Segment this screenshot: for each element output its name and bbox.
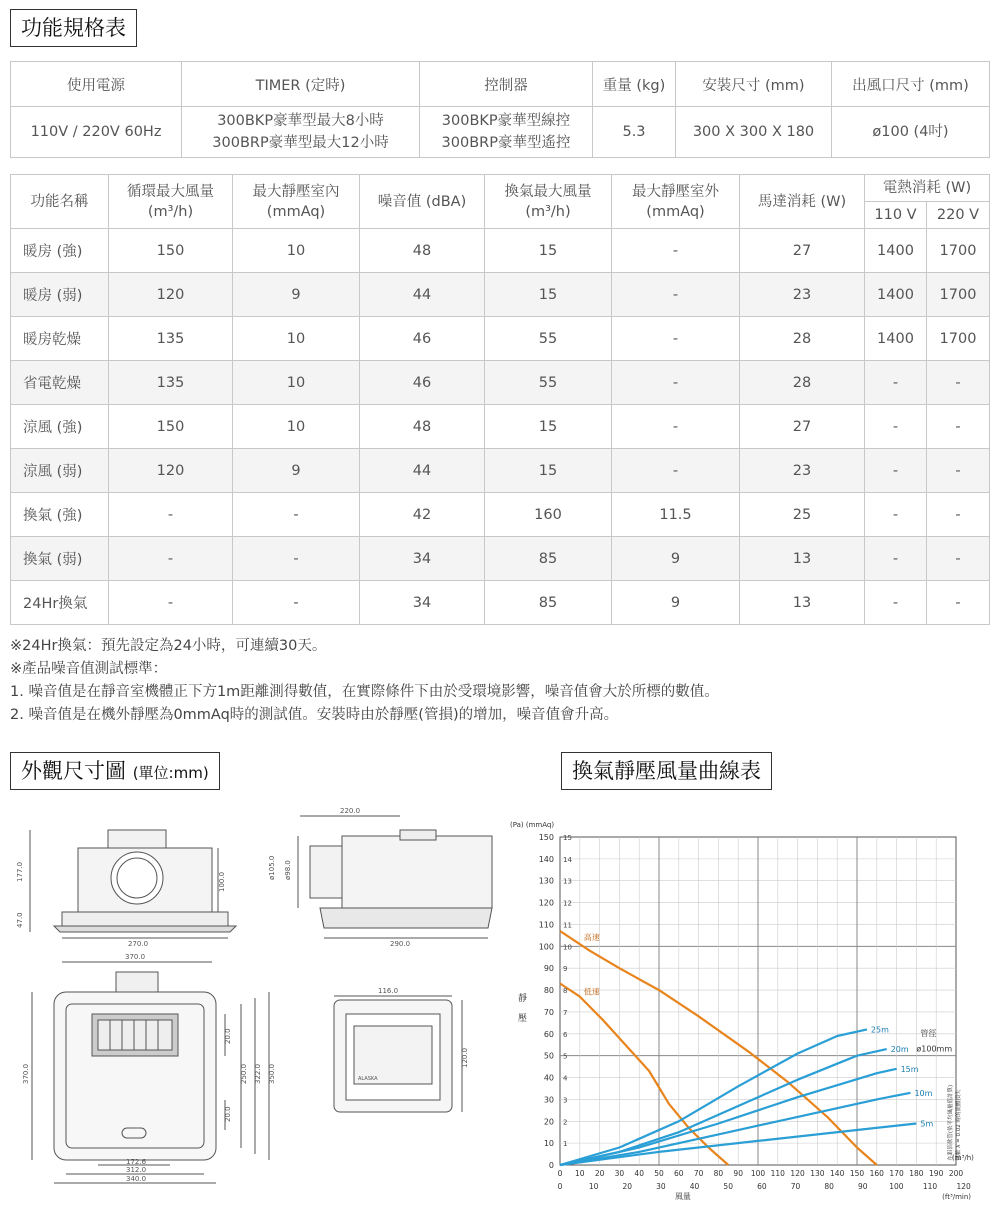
col-heater-power: 電熱消耗 (W)	[865, 175, 990, 202]
x-tick-cfm-label: 20	[622, 1182, 633, 1191]
y-tick-mm-label: 14	[563, 855, 572, 864]
cell-noise: 46	[360, 317, 485, 361]
weight-value: 5.3	[593, 107, 676, 158]
header-install-size: 安裝尺寸 (mm)	[676, 62, 832, 107]
cell-fn-name: 涼風 (強)	[11, 405, 109, 449]
table-row	[11, 229, 990, 273]
y-tick-label: 80	[543, 986, 554, 996]
x-tick-cfm-label: 70	[790, 1182, 801, 1191]
x-tick-label: 0	[557, 1169, 563, 1178]
dim-290: 290.0	[390, 940, 411, 948]
col-noise: 噪音值 (dBA)	[360, 175, 485, 229]
y-units-label: (Pa) (mmAq)	[510, 821, 555, 829]
table-row	[11, 273, 990, 317]
cell-circulation: 135	[109, 317, 233, 361]
cell-heat-220v: -	[927, 493, 990, 537]
cell-static-indoor: -	[233, 537, 360, 581]
install-size-value: 300 X 300 X 180	[676, 107, 832, 158]
side-view	[298, 816, 492, 938]
cell-static-indoor: 10	[233, 317, 360, 361]
cell-heat-110v: 1400	[865, 273, 927, 317]
static-pressure-curve-chart	[510, 815, 990, 1205]
cell-motor: 23	[740, 273, 865, 317]
dim-340: 340.0	[126, 1175, 147, 1183]
dim-116: 116.0	[378, 987, 399, 995]
header-controller: 控制器	[420, 62, 593, 107]
dim-20-a: 20.0	[224, 1028, 232, 1044]
note-1: 1. 噪音值是在靜音室機體正下方1m距離測得數值，在實際條件下由於受環境影響，噪音值會大於所標的數值。	[10, 684, 719, 700]
series-label-10m: 10m	[914, 1088, 933, 1098]
col-static-outdoor: 最大靜壓室外 (mmAq)	[612, 175, 740, 229]
x-tick-cfm-label: 80	[824, 1182, 834, 1191]
cell-static-outdoor: 11.5	[612, 493, 740, 537]
cell-heat-220v: 1700	[927, 229, 990, 273]
y-tick-label: 70	[543, 1007, 554, 1017]
pipe-label: 管徑	[920, 1028, 937, 1038]
spec-title: 功能規格表	[10, 9, 137, 47]
y-tick-label: 90	[543, 964, 554, 974]
cell-fn-name: 暖房 (弱)	[11, 273, 109, 317]
col-220v: 220 V	[927, 202, 990, 229]
cell-static-indoor: 10	[233, 229, 360, 273]
x-tick-label: 30	[614, 1169, 625, 1178]
table-row	[11, 537, 990, 581]
cell-static-indoor: 9	[233, 273, 360, 317]
x-tick-label: 130	[810, 1169, 825, 1178]
header-timer: TIMER (定時)	[182, 62, 420, 107]
cell-heat-110v: 1400	[865, 317, 927, 361]
x-tick-cfm-label: 50	[723, 1182, 733, 1191]
note-noise-standard: ※產品噪音值測試標準：	[10, 661, 168, 677]
y-tick-mm-label: 2	[563, 1118, 568, 1127]
cell-noise: 34	[360, 581, 485, 625]
cell-motor: 28	[740, 361, 865, 405]
table-row	[11, 361, 990, 405]
dim-105: ø105.0	[268, 855, 276, 880]
y-tick-label: 140	[538, 854, 554, 864]
dim-220: 220.0	[340, 807, 361, 815]
x-tick-cfm-label: 100	[889, 1182, 904, 1191]
x-tick-label: 10	[575, 1169, 585, 1178]
x-tick-label: 150	[849, 1169, 865, 1178]
cell-static-indoor: 10	[233, 361, 360, 405]
y-tick-label: 60	[543, 1029, 554, 1039]
y-tick-mm-label: 12	[563, 899, 572, 908]
col-circulation-flow: 循環最大風量 (m³/h)	[109, 175, 233, 229]
table-row	[11, 581, 990, 625]
cell-static-indoor: -	[233, 581, 360, 625]
cell-static-outdoor: -	[612, 317, 740, 361]
y-tick-mm-label: 11	[563, 921, 572, 930]
cell-exhaust: 15	[485, 449, 612, 493]
y-tick-label: 10	[543, 1139, 554, 1149]
timer-value: 300BKP豪華型最大8小時 300BRP豪華型最大12小時	[182, 107, 420, 158]
y-tick-mm-label: 13	[563, 877, 572, 886]
cell-motor: 13	[740, 537, 865, 581]
x-tick-label: 60	[674, 1169, 684, 1178]
cell-motor: 13	[740, 581, 865, 625]
power-value: 110V / 220V 60Hz	[11, 107, 182, 158]
curve-title: 換氣靜壓風量曲線表	[561, 752, 772, 790]
cell-circulation: -	[109, 537, 233, 581]
series-label-15m: 15m	[900, 1064, 919, 1074]
y-tick-label: 20	[543, 1117, 554, 1127]
cell-exhaust: 85	[485, 537, 612, 581]
dim-177: 177.0	[16, 861, 24, 882]
dim-270: 270.0	[128, 940, 149, 948]
y-axis-title: 壓	[518, 1014, 528, 1024]
cell-fn-name: 暖房乾燥	[11, 317, 109, 361]
y-tick-mm-label: 9	[563, 965, 568, 974]
y-tick-mm-label: 6	[563, 1030, 568, 1039]
dim-322: 322.0	[254, 1063, 262, 1084]
x-tick-label: 100	[750, 1169, 766, 1178]
notes	[10, 635, 719, 727]
cell-motor: 27	[740, 229, 865, 273]
note-24hr: ※24Hr換氣：預先設定為24小時，可連續30天。	[10, 638, 327, 654]
cell-heat-220v: -	[927, 449, 990, 493]
cell-motor: 28	[740, 317, 865, 361]
cell-fn-name: 涼風 (弱)	[11, 449, 109, 493]
cell-fn-name: 暖房 (強)	[11, 229, 109, 273]
x-tick-label: 160	[869, 1169, 884, 1178]
cell-circulation: 150	[109, 405, 233, 449]
cell-circulation: -	[109, 581, 233, 625]
cell-noise: 42	[360, 493, 485, 537]
col-motor-power: 馬達消耗 (W)	[740, 175, 865, 229]
x-tick-cfm-label: 90	[857, 1182, 868, 1191]
cell-exhaust: 15	[485, 229, 612, 273]
dim-100: 100.0	[218, 871, 226, 892]
y-axis-title: 靜	[518, 994, 528, 1004]
series-label-5m: 5m	[920, 1119, 934, 1129]
x-tick-label: 80	[713, 1169, 724, 1178]
cell-circulation: 150	[109, 229, 233, 273]
cell-static-outdoor: -	[612, 229, 740, 273]
cell-static-outdoor: 9	[612, 537, 740, 581]
col-110v: 110 V	[865, 202, 927, 229]
cell-circulation: 120	[109, 449, 233, 493]
cell-heat-110v: 1400	[865, 229, 927, 273]
cell-noise: 44	[360, 273, 485, 317]
col-exhaust-flow: 換氣最大風量 (m³/h)	[485, 175, 612, 229]
x-tick-label: 40	[634, 1169, 644, 1178]
y-tick-label: 50	[543, 1051, 554, 1061]
y-tick-mm-label: 5	[563, 1052, 568, 1061]
x-tick-label: 70	[693, 1169, 704, 1178]
cell-heat-220v: 1700	[927, 273, 990, 317]
col-function-name: 功能名稱	[11, 175, 109, 229]
controller-value: 300BKP豪華型線控 300BRP豪華型遙控	[420, 107, 593, 158]
series-label-高速: 高速	[583, 932, 600, 942]
x-unit-m3h: (m³/h)	[952, 1154, 974, 1162]
dimension-title: 外觀尺寸圖 (單位:mm)	[10, 752, 220, 790]
cell-heat-220v: -	[927, 405, 990, 449]
dim-370-top: 370.0	[125, 953, 146, 961]
x-tick-label: 180	[909, 1169, 924, 1178]
cell-fn-name: 24Hr換氣	[11, 581, 109, 625]
cell-static-indoor: -	[233, 493, 360, 537]
y-tick-mm-label: 15	[563, 834, 572, 842]
controller-brand: ALASKA	[358, 1076, 378, 1082]
dim-250: 250.0	[240, 1063, 248, 1084]
cell-noise: 46	[360, 361, 485, 405]
y-tick-label: 0	[548, 1161, 554, 1170]
cell-static-outdoor: -	[612, 449, 740, 493]
series-label-25m: 25m	[870, 1025, 889, 1035]
x-tick-cfm-label: 10	[588, 1182, 599, 1191]
y-tick-mm-label: 8	[563, 987, 568, 996]
cell-noise: 44	[360, 449, 485, 493]
y-tick-mm-label: 7	[563, 1008, 568, 1017]
dim-370-left: 370.0	[22, 1063, 30, 1084]
cell-noise: 48	[360, 229, 485, 273]
cell-fn-name: 換氣 (弱)	[11, 537, 109, 581]
pipe-note-2: 係數 λ = 0.02 時的流體損失	[956, 1089, 962, 1161]
cell-heat-110v: -	[865, 405, 927, 449]
y-tick-mm-label: 3	[563, 1096, 568, 1105]
cell-exhaust: 85	[485, 581, 612, 625]
dim-172-6: 172.6	[126, 1158, 147, 1166]
cell-fn-name: 換氣 (強)	[11, 493, 109, 537]
cell-exhaust: 55	[485, 317, 612, 361]
cell-static-outdoor: -	[612, 405, 740, 449]
header-weight: 重量 (kg)	[593, 62, 676, 107]
x-axis-title: 風量	[674, 1192, 691, 1201]
x-tick-cfm-label: 30	[656, 1182, 666, 1191]
cell-fn-name: 省電乾燥	[11, 361, 109, 405]
chart-grid	[560, 837, 956, 1165]
y-tick-label: 130	[538, 876, 554, 886]
cell-heat-110v: -	[865, 493, 927, 537]
spec-summary-table	[10, 61, 990, 158]
cell-heat-220v: -	[927, 537, 990, 581]
x-tick-label: 140	[830, 1169, 845, 1178]
x-tick-cfm-label: 120	[956, 1182, 971, 1191]
table-row	[11, 405, 990, 449]
x-tick-label: 200	[948, 1169, 964, 1178]
front-view	[30, 830, 236, 938]
cell-circulation: -	[109, 493, 233, 537]
cell-noise: 48	[360, 405, 485, 449]
table-row	[11, 493, 990, 537]
cell-motor: 27	[740, 405, 865, 449]
pipe-size: ø100mm	[916, 1044, 953, 1054]
cell-heat-110v: -	[865, 537, 927, 581]
table-row	[11, 449, 990, 493]
cell-circulation: 135	[109, 361, 233, 405]
table-row	[11, 317, 990, 361]
x-unit-cfm: (ft³/min)	[942, 1193, 972, 1201]
cell-heat-220v: 1700	[927, 317, 990, 361]
cell-exhaust: 55	[485, 361, 612, 405]
y-tick-label: 120	[538, 898, 554, 908]
series-label-20m: 20m	[890, 1045, 909, 1055]
cell-static-indoor: 9	[233, 449, 360, 493]
x-tick-label: 90	[733, 1169, 743, 1178]
cell-static-indoor: 10	[233, 405, 360, 449]
x-tick-label: 170	[889, 1169, 904, 1178]
y-tick-label: 150	[538, 833, 554, 842]
x-tick-label: 190	[929, 1169, 944, 1178]
x-tick-label: 50	[654, 1169, 664, 1178]
dim-350: 350.0	[268, 1063, 276, 1084]
cell-motor: 23	[740, 449, 865, 493]
y-tick-mm-label: 10	[563, 943, 572, 952]
function-spec-table	[10, 174, 990, 625]
y-tick-label: 100	[538, 942, 554, 952]
cell-exhaust: 15	[485, 273, 612, 317]
cell-heat-110v: -	[865, 581, 927, 625]
cell-exhaust: 15	[485, 405, 612, 449]
x-tick-cfm-label: 110	[922, 1182, 938, 1191]
y-tick-label: 30	[543, 1095, 554, 1105]
cell-noise: 34	[360, 537, 485, 581]
col-static-indoor: 最大靜壓室內 (mmAq)	[233, 175, 360, 229]
cell-static-outdoor: 9	[612, 581, 740, 625]
cell-static-outdoor: -	[612, 273, 740, 317]
controller-view	[334, 996, 462, 1112]
y-tick-label: 40	[543, 1073, 554, 1083]
series-label-低速: 低速	[583, 987, 600, 997]
bottom-view	[32, 962, 269, 1183]
pipe-note-1: 在鋁箔軟管(依平均風量值計算)	[948, 1084, 954, 1161]
dim-98: ø98.0	[284, 860, 292, 880]
y-tick-label: 110	[538, 920, 554, 930]
x-tick-cfm-label: 0	[557, 1182, 563, 1191]
dim-47: 47.0	[16, 912, 24, 928]
note-2: 2. 噪音值是在機外靜壓為0mmAq時的測試值。安裝時由於靜壓(管損)的增加，噪音值會升高。	[10, 707, 619, 723]
x-tick-label: 20	[594, 1169, 605, 1178]
cell-static-outdoor: -	[612, 361, 740, 405]
y-tick-mm-label: 4	[563, 1074, 568, 1083]
outlet-size-value: ø100 (4吋)	[832, 107, 990, 158]
header-power: 使用電源	[11, 62, 182, 107]
cell-heat-110v: -	[865, 449, 927, 493]
y-tick-mm-label: 1	[563, 1140, 568, 1149]
x-tick-label: 120	[790, 1169, 805, 1178]
cell-motor: 25	[740, 493, 865, 537]
cell-heat-110v: -	[865, 361, 927, 405]
cell-heat-220v: -	[927, 361, 990, 405]
x-tick-label: 110	[770, 1169, 785, 1178]
cell-heat-220v: -	[927, 581, 990, 625]
dim-120: 120.0	[461, 1047, 469, 1068]
x-tick-cfm-label: 40	[689, 1182, 700, 1191]
cell-circulation: 120	[109, 273, 233, 317]
dim-20-b: 20.0	[224, 1106, 232, 1122]
dimension-drawings	[0, 800, 540, 1200]
cell-exhaust: 160	[485, 493, 612, 537]
dim-312: 312.0	[126, 1166, 147, 1174]
header-outlet-size: 出風口尺寸 (mm)	[832, 62, 990, 107]
x-tick-cfm-label: 60	[757, 1182, 767, 1191]
